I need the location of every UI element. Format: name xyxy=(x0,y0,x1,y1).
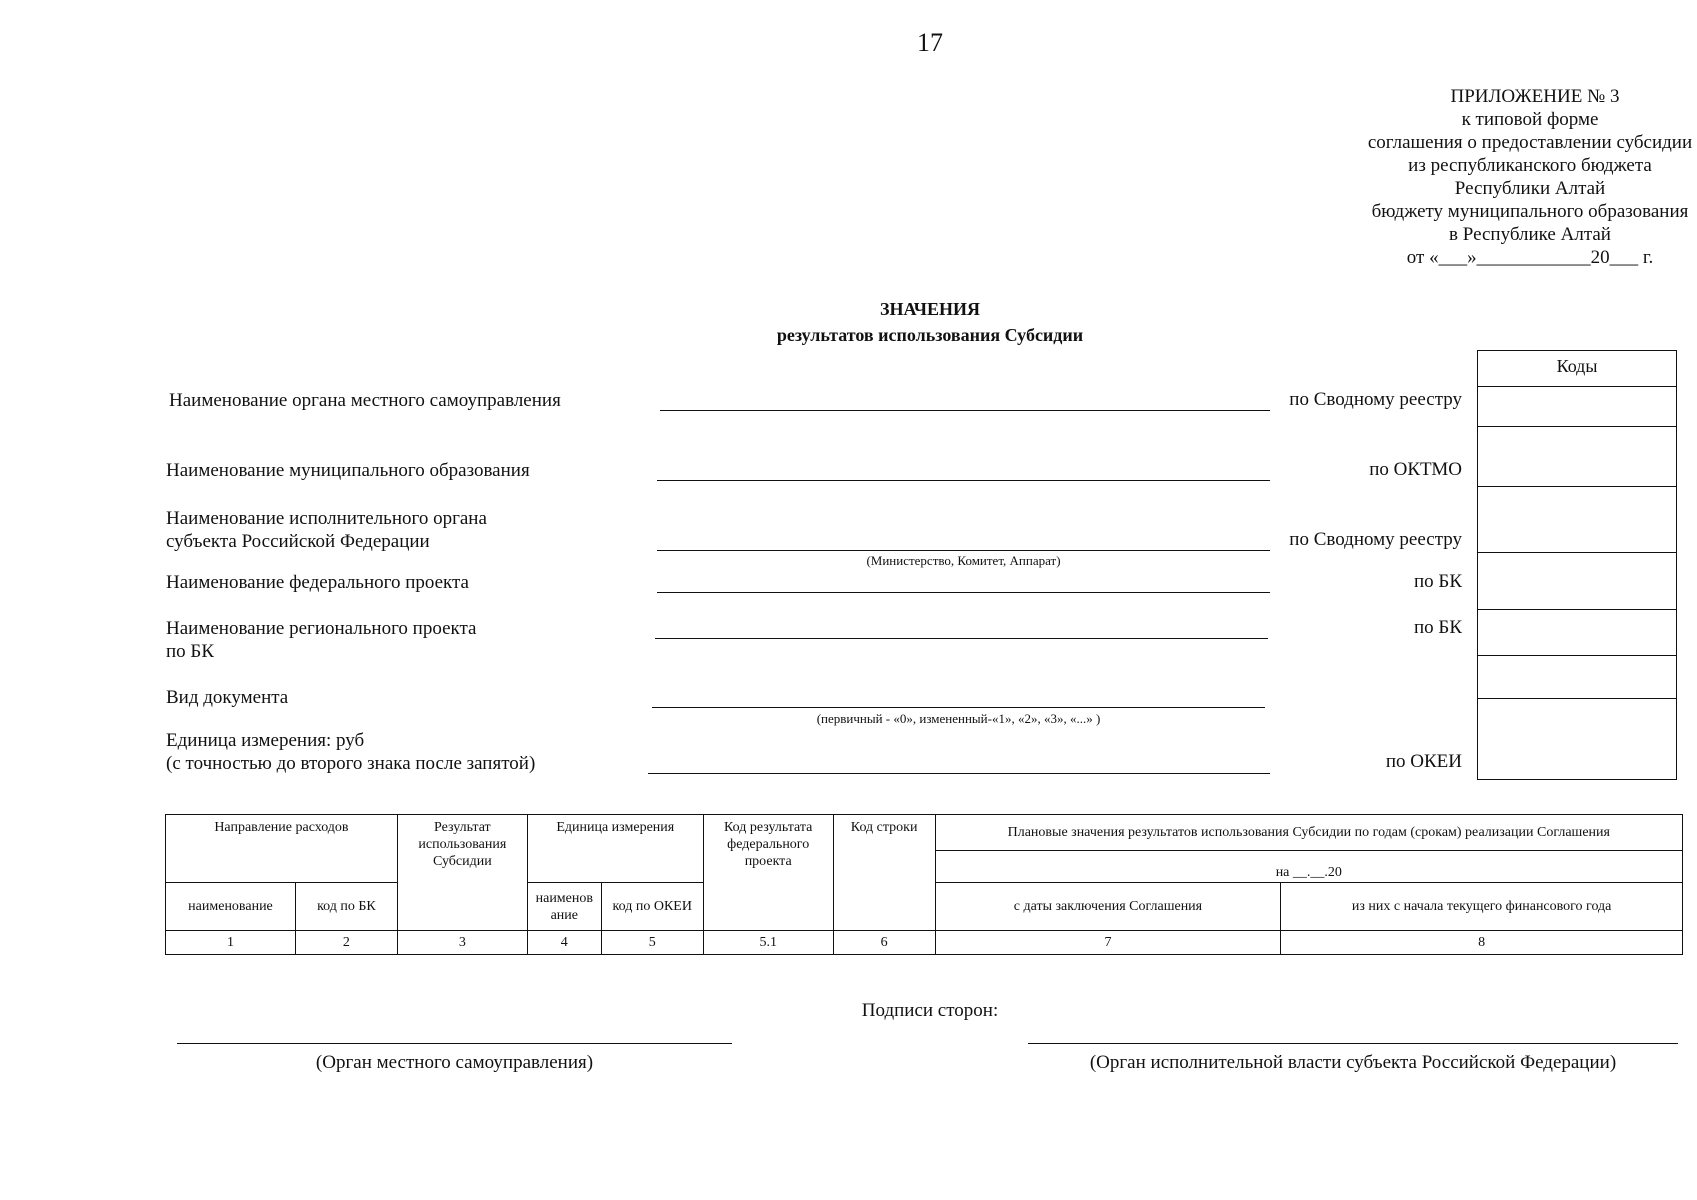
appendix-line: ПРИЛОЖЕНИЕ № 3 xyxy=(1450,86,1620,107)
title-sub: результатов использования Субсидии xyxy=(776,325,1084,345)
code-label-bk-2: по БК xyxy=(1413,617,1462,638)
field-label-doc-type: Вид документа xyxy=(166,687,289,708)
codes-divider xyxy=(1478,426,1676,427)
codes-box xyxy=(1477,350,1677,780)
appendix-line: соглашения о предоставлении субсидии xyxy=(1367,132,1693,153)
header-from-date: с даты заключения Соглашения xyxy=(935,883,1281,931)
header-planned: Плановые значения результатов использования Субсидии по годам (срокам) реализации Соглашения xyxy=(935,815,1682,851)
input-unit[interactable] xyxy=(648,773,1270,774)
code-label-svodny-reestr: по Сводному реестру xyxy=(1289,389,1462,410)
appendix-line: к типовой форме xyxy=(1461,109,1599,130)
appendix-line: от «___»____________20___ г. xyxy=(1406,247,1654,268)
appendix-line: бюджету муниципального образования xyxy=(1371,201,1689,222)
signature-label-right: (Орган исполнительной власти субъекта Российской Федерации) xyxy=(1089,1052,1617,1073)
input-federal-project[interactable] xyxy=(657,592,1270,593)
codes-divider xyxy=(1478,486,1676,487)
field-label-unit-2: (с точностью до второго знака после запятой) xyxy=(166,753,536,774)
header-code-bk: код по БК xyxy=(295,883,397,931)
title-main: ЗНАЧЕНИЯ xyxy=(880,299,980,319)
field-label-regional-project-2: по БК xyxy=(166,641,215,662)
field-label-federal-project: Наименование федерального проекта xyxy=(166,572,469,593)
signature-line-right[interactable] xyxy=(1028,1043,1678,1044)
input-doc-type[interactable] xyxy=(652,707,1265,708)
column-number: 4 xyxy=(527,931,601,955)
column-number: 8 xyxy=(1281,931,1683,955)
field-label-exec-body-2: субъекта Российской Федерации xyxy=(166,531,430,552)
signatures-title: Подписи сторон: xyxy=(861,1000,999,1021)
header-row-code: Код строки xyxy=(833,815,935,931)
header-on-date: на __.__.20 xyxy=(935,851,1682,883)
field-label-municipality: Наименование муниципального образования xyxy=(166,460,530,481)
signature-label-left: (Орган местного самоуправления) xyxy=(315,1052,594,1073)
column-number: 6 xyxy=(833,931,935,955)
codes-header: Коды xyxy=(1478,351,1676,387)
header-unit-code: код по ОКЕИ xyxy=(601,883,703,931)
signature-line-left[interactable] xyxy=(177,1043,732,1044)
code-label-okei: по ОКЕИ xyxy=(1385,751,1462,772)
codes-divider xyxy=(1478,698,1676,699)
results-table xyxy=(165,814,1683,955)
header-unit-name: наименов ание xyxy=(527,883,601,931)
column-number: 3 xyxy=(397,931,527,955)
code-label-svodny-reestr-2: по Сводному реестру xyxy=(1289,529,1462,550)
appendix-header xyxy=(1300,85,1697,269)
field-label-local-gov: Наименование органа местного самоуправления xyxy=(169,390,561,411)
codes-divider xyxy=(1478,655,1676,656)
page-number: 17 xyxy=(917,28,943,57)
input-municipality[interactable] xyxy=(657,480,1270,481)
hint-doc-type: (первичный - «0», измененный-«1», «2», «3», «...» ) xyxy=(816,711,1101,726)
code-label-bk: по БК xyxy=(1413,571,1462,592)
input-exec-body[interactable] xyxy=(657,550,1270,551)
input-local-gov[interactable] xyxy=(660,410,1270,411)
appendix-line: Республики Алтай xyxy=(1454,178,1606,199)
column-number: 1 xyxy=(166,931,296,955)
header-direction: Направление расходов xyxy=(166,815,398,883)
header-name: наименование xyxy=(166,883,296,931)
header-from-year: из них с начала текущего финансового года xyxy=(1281,883,1683,931)
codes-divider xyxy=(1478,609,1676,610)
header-code-result: Код результата федерального проекта xyxy=(703,815,833,931)
field-label-regional-project-1: Наименование регионального проекта xyxy=(166,618,477,639)
appendix-line: в Республике Алтай xyxy=(1449,224,1611,245)
column-number: 2 xyxy=(295,931,397,955)
field-label-unit-1: Единица измерения: руб xyxy=(166,730,365,751)
appendix-line: из республиканского бюджета xyxy=(1408,155,1652,176)
header-unit: Единица измерения xyxy=(527,815,703,883)
column-number: 7 xyxy=(935,931,1281,955)
column-number: 5 xyxy=(601,931,703,955)
field-label-exec-body-1: Наименование исполнительного органа xyxy=(166,508,487,529)
hint-ministry: (Министерство, Комитет, Аппарат) xyxy=(866,553,1061,568)
document-title xyxy=(0,296,1697,348)
code-label-oktmo: по ОКТМО xyxy=(1369,459,1462,480)
column-number: 5.1 xyxy=(703,931,833,955)
input-regional-project[interactable] xyxy=(655,638,1268,639)
header-result: Результат использования Субсидии xyxy=(397,815,527,931)
codes-divider xyxy=(1478,552,1676,553)
